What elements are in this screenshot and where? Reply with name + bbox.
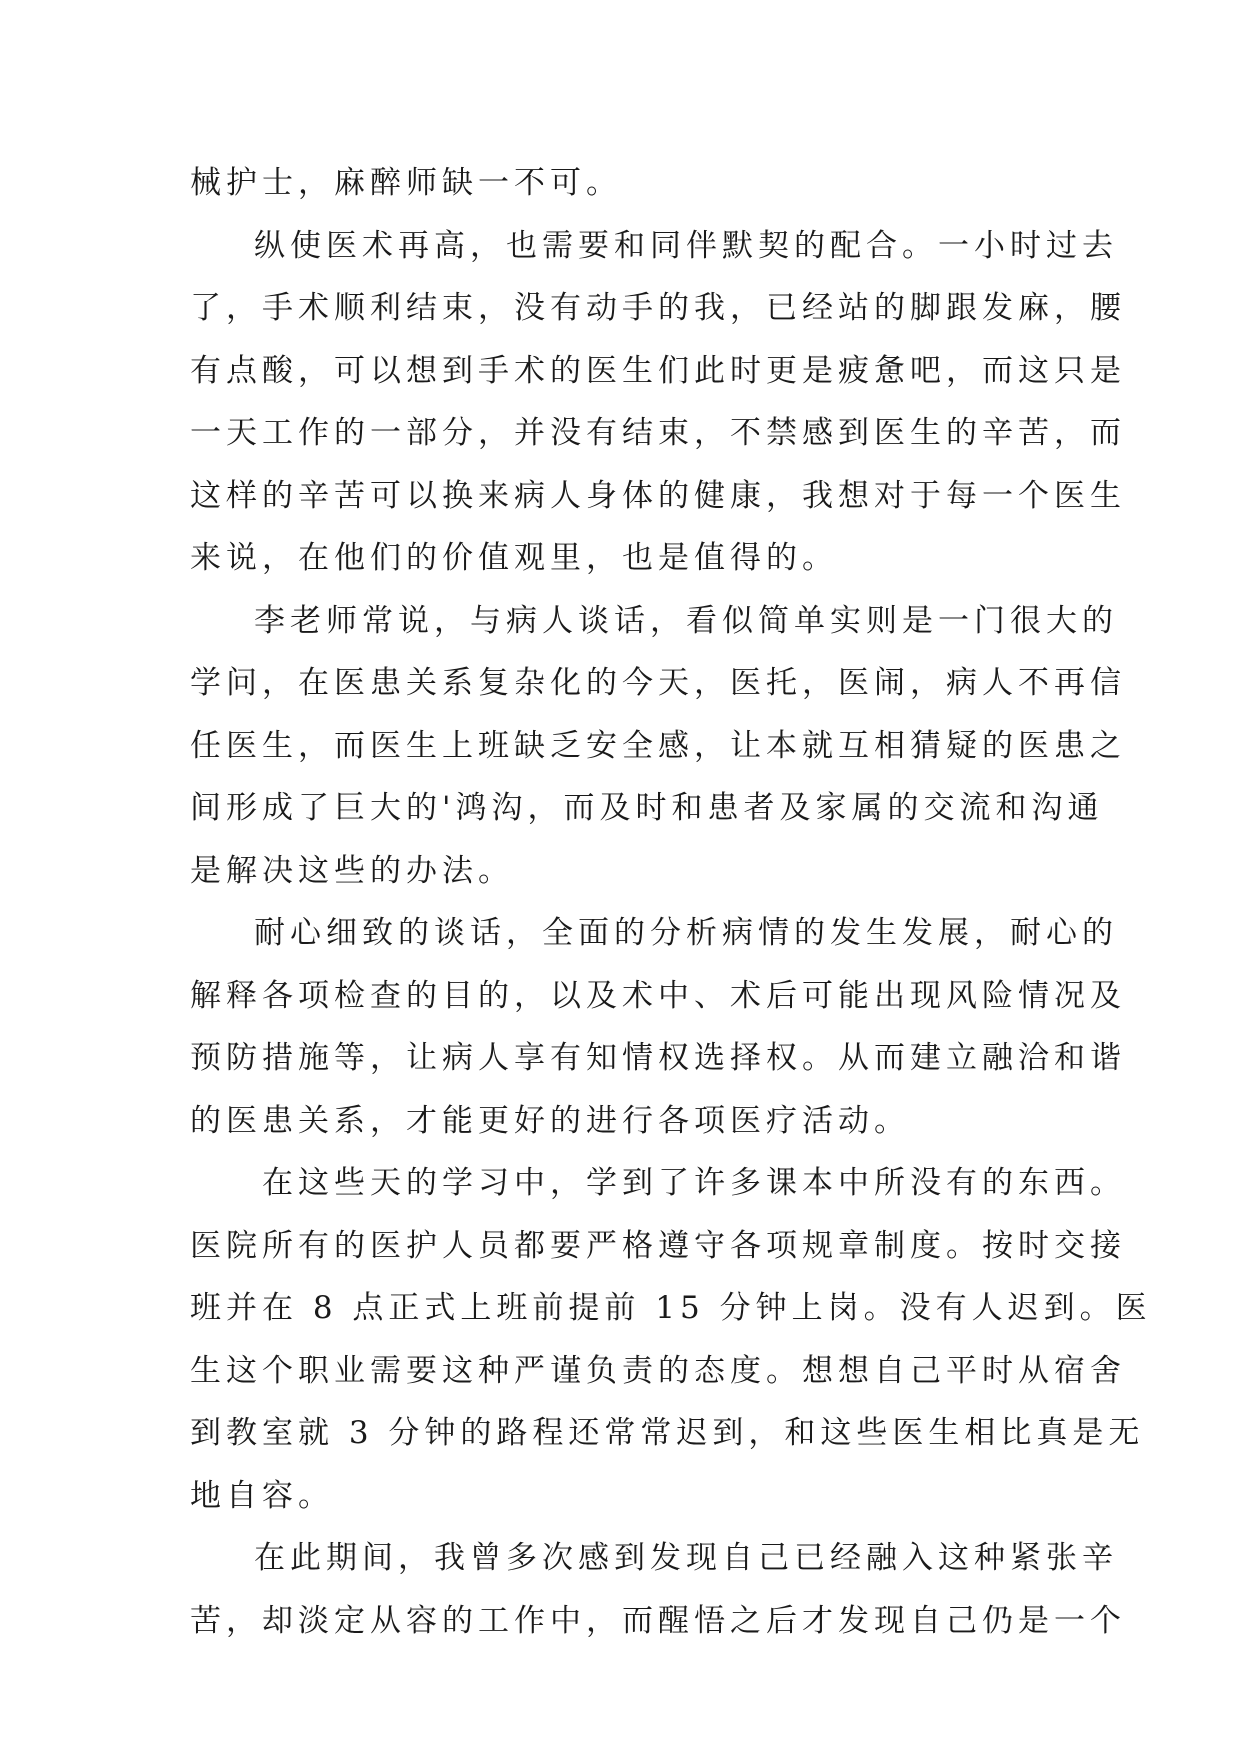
text-line: 了，手术顺利结束，没有动手的我，已经站的脚跟发麻，腰 [190,290,1126,326]
text-line: 在这些天的学习中，学到了许多课本中所没有的东西。 [262,1165,1126,1201]
text-line: 在此期间，我曾多次感到发现自己已经融入这种紧张辛 [254,1540,1118,1576]
text-line: 生这个职业需要这种严谨负责的态度。想想自己平时从宿舍 [190,1352,1126,1389]
paragraph-6 [190,1527,1126,1652]
text-line: 李老师常说，与病人谈话，看似简单实则是一门很大的 [254,602,1118,639]
text-line: 学问，在医患关系复杂化的今天，医托，医闹，病人不再信 [190,665,1126,701]
text-line: 到教室就 3 分钟的路程还常常迟到，和这些医生相比真是无 [190,1415,1145,1451]
text-line: 这样的辛苦可以换来病人身体的健康，我想对于每一个医生 [190,477,1126,514]
text-line: 来说，在他们的价值观里，也是值得的。 [190,540,838,576]
text-line: 纵使医术再高，也需要和同伴默契的配合。一小时过去 [254,227,1118,264]
text-line: 医院所有的医护人员都要严格遵守各项规章制度。按时交接 [190,1227,1126,1264]
text-line: 地自容。 [190,1477,334,1514]
paragraph-1 [190,152,1058,215]
text-line: 苦，却淡定从容的工作中，而醒悟之后才发现自己仍是一个 [190,1602,1126,1639]
text-line: 任医生，而医生上班缺乏安全感，让本就互相猜疑的医患之 [190,727,1126,764]
paragraph-3 [190,590,1126,903]
paragraph-2 [190,215,1126,590]
document-body [190,152,1152,1652]
text-line: 耐心细致的谈话，全面的分析病情的发生发展，耐心的 [254,915,1118,951]
text-line: 班并在 8 点正式上班前提前 15 分钟上岗。没有人迟到。医 [190,1290,1152,1326]
text-line: 的医患关系，才能更好的进行各项医疗活动。 [190,1102,910,1139]
paragraph-4 [190,902,1126,1152]
text-line: 预防措施等，让病人享有知情权选择权。从而建立融洽和谐 [190,1040,1126,1076]
paragraph-5 [190,1152,1152,1527]
text-line: 解释各项检查的目的，以及术中、术后可能出现风险情况及 [190,977,1126,1014]
text-line: 是解决这些的办法。 [190,852,514,889]
text-line: 一天工作的一部分，并没有结束，不禁感到医生的辛苦，而 [190,415,1126,451]
text-line: 有点酸，可以想到手术的医生们此时更是疲惫吧，而这只是 [190,352,1126,389]
text-line: 械护士，麻醉师缺一不可。 [190,165,622,201]
text-line: 间形成了巨大的'鸿沟，而及时和患者及家属的交流和沟通 [190,790,1104,826]
